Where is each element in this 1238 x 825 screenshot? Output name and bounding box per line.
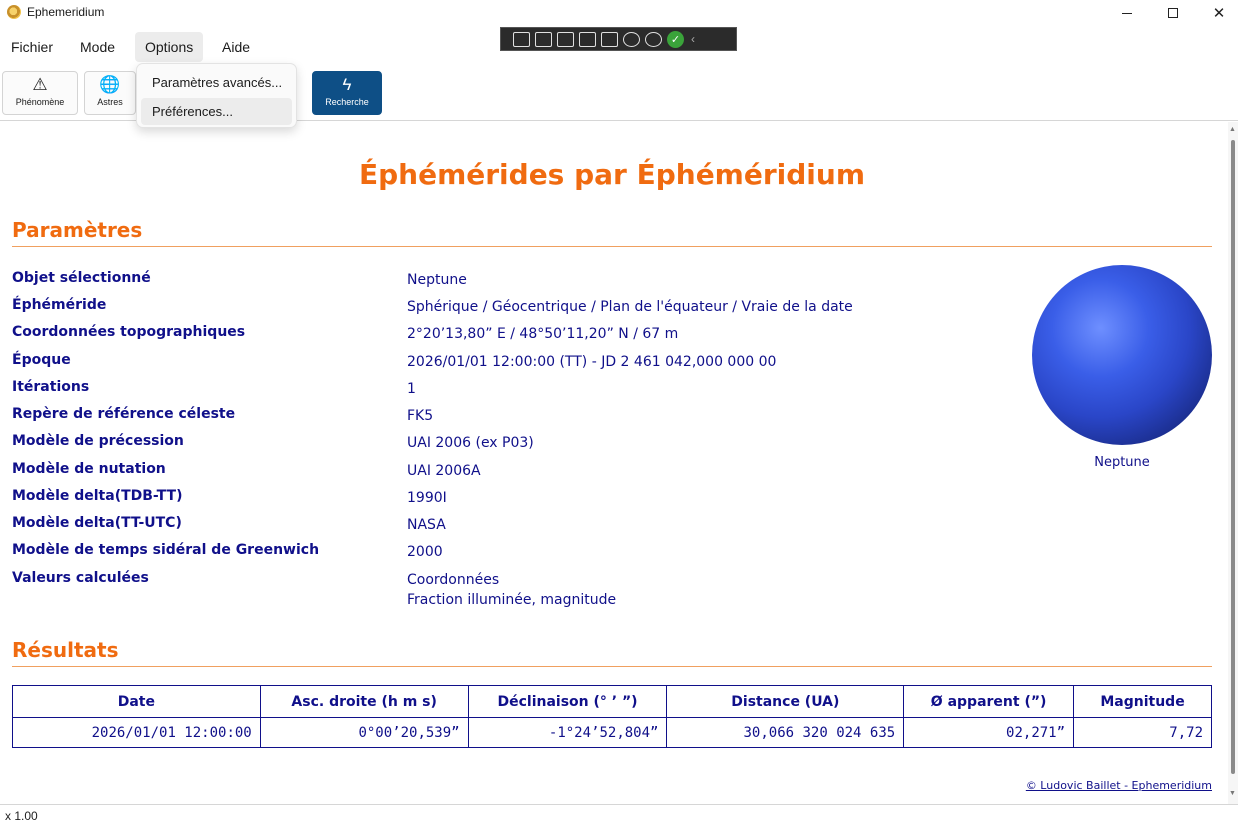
param-value: UAI 2006 (ex P03) [407,435,534,451]
neptune-image [1032,265,1212,445]
vertical-scrollbar[interactable] [1228,122,1238,804]
maximize-icon [1168,8,1178,18]
scroll-down-icon[interactable]: ▼ [1229,790,1236,797]
inspect-icon[interactable] [513,32,530,47]
accessibility-toolbar [500,27,737,51]
param-value: Coordonnées [407,572,500,588]
copyright-link[interactable]: © Ludovic Baillet - Ephemeridium [1025,779,1212,792]
param-label: Objet sélectionné [12,270,151,286]
astres-label: Astres [97,97,123,107]
column-header: Déclinaison (° ’ ”) [468,686,667,718]
record-icon[interactable] [535,32,552,47]
table-cell: -1°24’52,804” [468,718,667,748]
param-label: Modèle delta(TT-UTC) [12,515,182,531]
caret-icon[interactable] [601,32,618,47]
status-bar [0,804,1238,825]
param-value: 1 [407,381,416,397]
table-header-row [13,686,1212,718]
column-header: Magnitude [1074,686,1212,718]
minimize-button[interactable] [1104,0,1150,26]
table-cell: 2026/01/01 12:00:00 [13,718,261,748]
menu-mode[interactable]: Mode [80,39,116,55]
param-value: Sphérique / Géocentrique / Plan de l'équateur / Vraie de la date [407,299,853,315]
param-value: 2000 [407,544,443,560]
scrollbar-thumb[interactable] [1231,140,1235,774]
table-cell: 0°00’20,539” [260,718,468,748]
table-cell: 02,271” [904,718,1074,748]
globe-icon: 🌐 [99,75,121,94]
param-value-line2: Fraction illuminée, magnitude [407,592,617,608]
param-label: Valeurs calculées [12,570,149,586]
results-heading: Résultats [12,638,119,662]
column-header: Date [13,686,261,718]
close-icon: ✕ [1212,4,1226,22]
table-cell: 7,72 [1074,718,1212,748]
param-value: 2026/01/01 12:00:00 (TT) - JD 2 461 042,000 000 00 [407,354,777,370]
param-value: 2°20’13,80” E / 48°50’11,20” N / 67 m [407,326,679,342]
param-value: Neptune [407,272,467,288]
close-button[interactable] [1196,0,1238,26]
phenomene-button[interactable] [2,71,78,115]
scroll-up-icon[interactable]: ▲ [1229,126,1236,133]
focus-icon[interactable] [579,32,596,47]
accessibility-icon[interactable] [645,32,662,47]
check-icon[interactable]: ✓ [667,31,684,48]
menu-item-preferences[interactable]: Préférences... [141,98,292,125]
parameters-divider [12,246,1212,247]
param-label: Modèle delta(TDB-TT) [12,488,183,504]
param-value: 1990I [407,490,447,506]
param-label: Modèle de nutation [12,461,166,477]
pointer-select-icon[interactable] [557,32,574,47]
maximize-button[interactable] [1150,0,1196,26]
lightning-icon: ϟ [342,75,352,94]
column-header: Ø apparent (”) [904,686,1074,718]
param-value: FK5 [407,408,434,424]
title-bar [0,0,1238,26]
param-label: Modèle de temps sidéral de Greenwich [12,542,320,558]
param-label: Itérations [12,379,90,395]
results-divider [12,666,1212,667]
phenomene-label: Phénomène [15,97,65,107]
zoom-level: x 1.00 [5,809,38,823]
menu-aide[interactable]: Aide [222,39,251,55]
param-label: Époque [12,352,71,368]
param-value: UAI 2006A [407,463,481,479]
refresh-icon[interactable] [623,32,640,47]
param-label: Coordonnées topographiques [12,324,246,340]
column-header: Asc. droite (h m s) [260,686,468,718]
table-cell: 30,066 320 024 635 [667,718,904,748]
collapse-chevron-icon[interactable]: ‹ [691,32,695,46]
param-label: Modèle de précession [12,433,184,449]
options-dropdown [136,63,297,128]
menu-fichier[interactable]: Fichier [11,39,54,55]
page-title: Éphémérides par Éphéméridium [358,158,866,191]
app-logo-icon [7,5,21,19]
column-header: Distance (UA) [667,686,904,718]
astres-button[interactable] [84,71,136,115]
menu-options[interactable]: Options [135,32,203,62]
param-label: Repère de référence céleste [12,406,236,422]
menu-item-parametres-avances[interactable]: Paramètres avancés... [152,75,283,90]
planet-caption: Neptune [1094,455,1150,470]
results-table [12,685,1212,748]
recherche-button[interactable] [312,71,382,115]
minimize-icon [1122,13,1132,14]
param-label: Éphéméride [12,297,107,313]
table-row [13,718,1212,748]
warning-icon: ⚠ [32,75,48,94]
param-value: NASA [407,517,446,533]
document-view [0,122,1228,804]
window-title: Ephemeridium [27,5,105,19]
recherche-label: Recherche [325,97,369,107]
parameters-heading: Paramètres [12,218,143,242]
